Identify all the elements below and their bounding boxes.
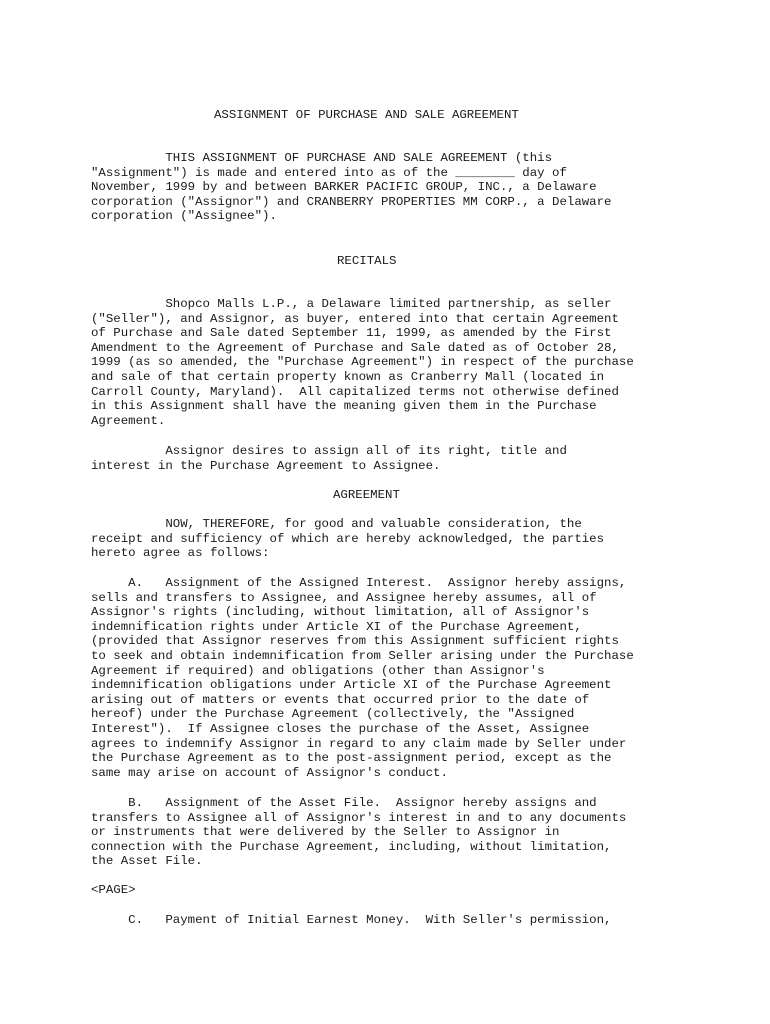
recitals-heading: RECITALS [337, 254, 397, 268]
section-a-paragraph: A. Assignment of the Assigned Interest. Assignor hereby assigns, sells and transfers to Assignee, and Assignee hereby assumes, all of Assignor's rights (including, without limitation, all of Assignor's indemnification rights under Article XI of the Purchase Agreement, (provided that Assignor reserves from this Assignment sufficient rights to seek and obtain indemnification from Seller arising under the Purchase Agreement if required) and obligations (other than Assignor's indemnification obligations under Article XI of the Purchase Agreement arising out of matters or events that occurred prior to the date of hereof) under the Purchase Agreement (collectively, the "Assigned Interest"). If Assignee closes the purchase of the Asset, Assignee agrees to indemnify Assignor in regard to any claim made by Seller under the Purchase Agreement as to the post-assignment period, except as the same may arise on account of Assignor's conduct. [91, 576, 634, 780]
section-b-paragraph: B. Assignment of the Asset File. Assignor hereby assigns and transfers to Assignee all of Assignor's interest in and to any documents or instruments that were delivered by the Seller to Assignor in connection with the Purchase Agreement, including, without limitation, the Asset File. [91, 796, 627, 869]
agreement-heading: AGREEMENT [333, 488, 400, 502]
page-marker: <PAGE> [91, 883, 136, 897]
agreement-intro-paragraph: NOW, THEREFORE, for good and valuable consideration, the receipt and sufficiency of which are hereby acknowledged, the parties hereto agree as follows: [91, 517, 605, 561]
intro-paragraph: THIS ASSIGNMENT OF PURCHASE AND SALE AGREEMENT (this "Assignment") is made and entered into as of the ________ day of November, 1999 by and between BARKER PACIFIC GROUP, INC., a Delaware corporation ("Assignor") and CRANBERRY PROPERTIES MM CORP., a Delaware corporation ("Assignee"). [91, 151, 612, 224]
recital-paragraph-1: Shopco Malls L.P., a Delaware limited partnership, as seller ("Seller"), and Assignor, as buyer, entered into that certain Agreement of Purchase and Sale dated September 11, 1999, as amended by the First Amendment to the Agreement of Purchase and Sale dated as of October 28, 1999 (as so amended, the "Purchase Agreement") in respect of the purchase and sale of that certain property known as Cranberry Mall (located in Carroll County, Maryland). All capitalized terms not otherwise defined in this Assignment shall have the meaning given them in the Purchase Agreement. [91, 297, 634, 428]
section-c-paragraph: C. Payment of Initial Earnest Money. With Seller's permission, [91, 913, 612, 927]
recital-paragraph-2: Assignor desires to assign all of its right, title and interest in the Purchase Agreement to Assignee. [91, 444, 567, 473]
document-title: ASSIGNMENT OF PURCHASE AND SALE AGREEMENT [214, 108, 519, 122]
